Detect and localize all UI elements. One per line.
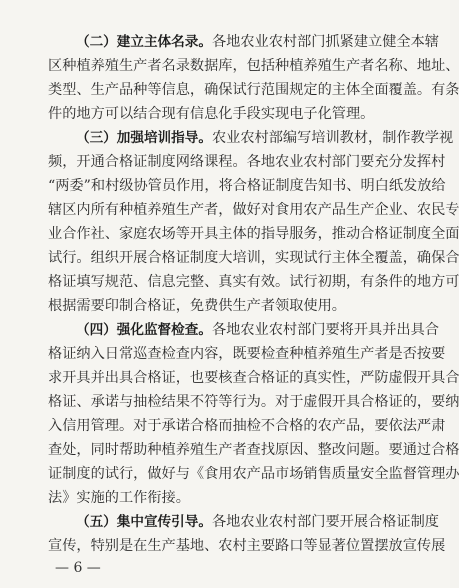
section-heading: （二）建立主体名录。 bbox=[76, 34, 212, 50]
paragraph-line: 入信用管理。对于承诺合格而抽检不合格的农产品，要依法严肃 bbox=[48, 418, 446, 434]
paragraph-supervision-inspection bbox=[48, 318, 459, 510]
paragraph-text: 各地农业农村部门要将开具并出具合 bbox=[211, 322, 439, 338]
paragraph-line: 业合作社、家庭农场等开具主体的指导服务，推动合格证制度全面 bbox=[48, 226, 459, 242]
paragraph-line: 格证、承诺与抽检结果不符等行为。对于虚假开具合格证的，要纳 bbox=[48, 394, 459, 410]
paragraph-line: 法》实施的工作衔接。 bbox=[48, 490, 190, 506]
paragraph-publicity-guidance bbox=[48, 510, 446, 558]
paragraph-line: 根据需要印制合格证，免费供生产者领取使用。 bbox=[48, 298, 346, 314]
paragraph-line: 格证纳入日常巡查检查内容，既要检查种植养殖生产者是否按要 bbox=[48, 346, 446, 362]
paragraph-text: 农业农村部编写培训教材，制作教学视 bbox=[211, 130, 454, 146]
paragraph-line: 求开具并出具合格证，也要核查合格证的真实性，严防虚假开具合 bbox=[48, 370, 459, 386]
paragraph-first-line bbox=[48, 318, 439, 342]
paragraph-line: 区种植养殖生产者名录数据库，包括种植养殖生产者名称、地址、 bbox=[48, 58, 459, 74]
section-heading: （三）加强培训指导。 bbox=[76, 130, 212, 146]
paragraph-line: 频，开通合格证制度网络课程。各地农业农村部门要充分发挥村 bbox=[48, 154, 446, 170]
paragraph-first-line bbox=[48, 126, 454, 150]
section-heading: （四）强化监督检查。 bbox=[76, 322, 212, 338]
paragraph-line: 格证填写规范、信息完整、真实有效。试行初期，有条件的地方可 bbox=[48, 274, 459, 290]
paragraph-line: 试行。组织开展合格证制度大培训，实现试行主体全覆盖，确保合 bbox=[48, 250, 459, 266]
paragraph-line: 件的地方可以结合现有信息化手段实现电子化管理。 bbox=[48, 106, 375, 122]
section-heading: （五）集中宣传引导。 bbox=[76, 514, 212, 530]
paragraph-training-guidance bbox=[48, 126, 459, 318]
paragraph-line: “两委”和村级协管员作用，将合格证制度告知书、明白纸发放给 bbox=[48, 178, 446, 194]
paragraph-line: 查处，同时帮助种植养殖生产者查找原因、整改问题。要通过合格 bbox=[48, 442, 459, 458]
paragraph-line: 辖区内所有种植养殖生产者，做好对食用农产品生产企业、农民专 bbox=[48, 202, 459, 218]
paragraph-line: 宣传，特别是在生产基地、农村主要路口等显著位置摆放宣传展 bbox=[48, 538, 446, 554]
page-number: — 6 — bbox=[55, 560, 101, 576]
paragraph-line: 类型、生产品种等信息，确保试行范围规定的主体全面覆盖。有条 bbox=[48, 82, 459, 98]
paragraph-text: 各地农业农村部门抓紧建立健全本辖 bbox=[211, 34, 439, 50]
paragraph-establish-directory bbox=[48, 30, 459, 126]
paragraph-text: 各地农业农村部门要开展合格证制度 bbox=[211, 514, 439, 530]
paragraph-first-line bbox=[48, 510, 439, 534]
paragraph-first-line bbox=[48, 30, 439, 54]
paragraph-line: 证制度的试行，做好与《食用农产品市场销售质量安全监督管理办 bbox=[48, 466, 459, 482]
